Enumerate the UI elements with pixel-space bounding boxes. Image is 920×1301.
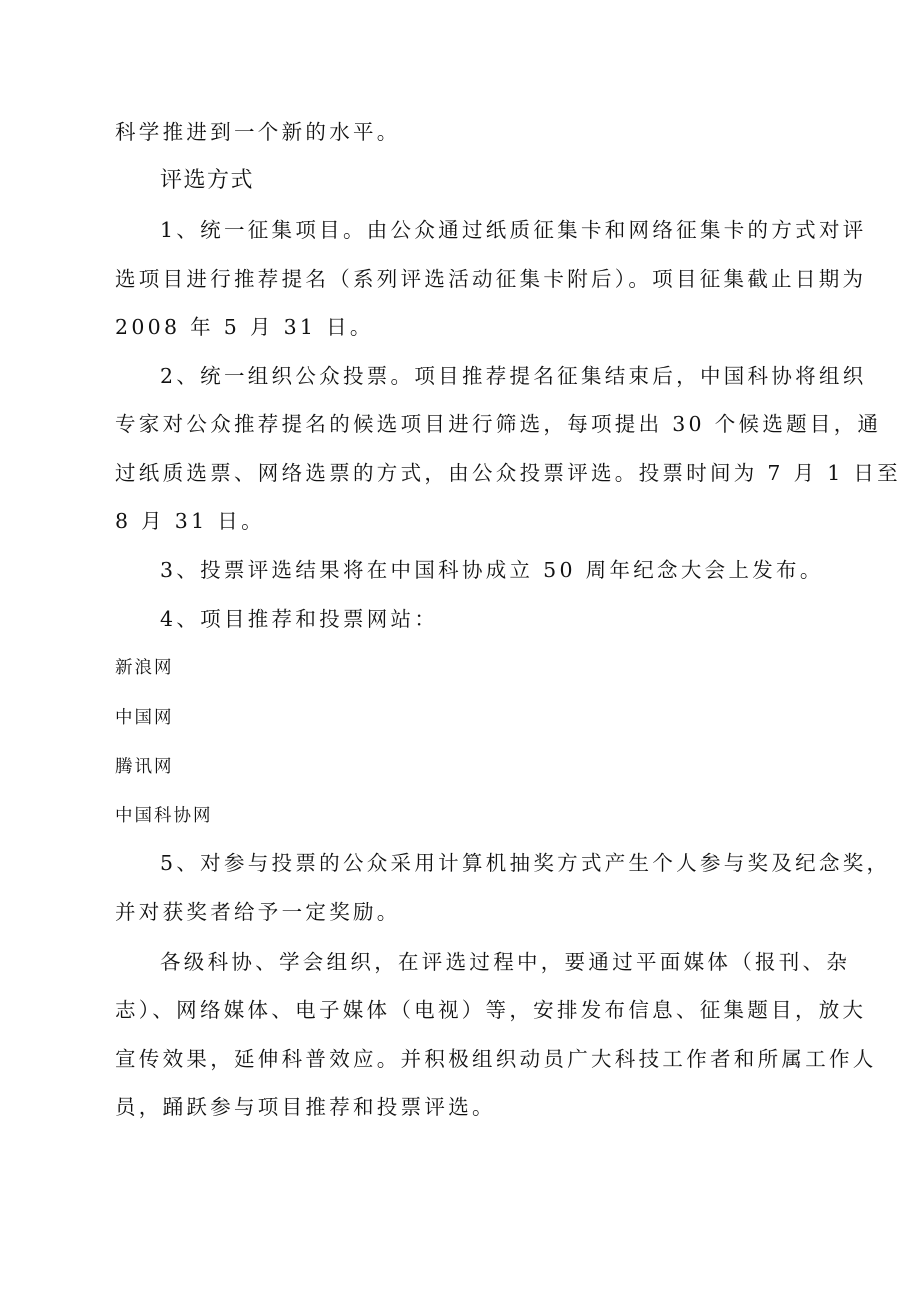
para6-line4: 员，踊跃参与项目推荐和投票评选。 (115, 1095, 496, 1119)
website-cast: 中国科协网 (115, 806, 213, 826)
para1-line1: 1、统一征集项目。由公众通过纸质征集卡和网络征集卡的方式对评 (160, 218, 867, 242)
para6-line1: 各级科协、学会组织，在评选过程中，要通过平面媒体（报刊、杂 (160, 950, 851, 974)
para4-text: 4、项目推荐和投票网站： (160, 607, 439, 631)
website-china: 中国网 (115, 708, 174, 728)
website-tencent: 腾讯网 (115, 757, 174, 777)
para2-line4: 8 月 31 日。 (115, 509, 265, 533)
para2-line2: 专家对公众推荐提名的候选项目进行筛选，每项提出 30 个候选题目，通 (115, 412, 882, 436)
para2-line3: 过纸质选票、网络选票的方式，由公众投票评选。投票时间为 7 月 1 日至 (115, 461, 901, 485)
section-heading: 评选方式 (160, 168, 255, 193)
para2-line1: 2、统一组织公众投票。项目推荐提名征集结束后，中国科协将组织 (160, 364, 867, 388)
para5-line1: 5、对参与投票的公众采用计算机抽奖方式产生个人参与奖及纪念奖， (160, 851, 891, 875)
intro-tail-text: 科学推进到一个新的水平。 (115, 120, 401, 144)
para1-line3: 2008 年 5 月 31 日。 (115, 315, 374, 339)
para6-line2: 志）、网络媒体、电子媒体（电视）等，安排发布信息、征集题目，放大 (115, 998, 867, 1022)
para3-text: 3、投票评选结果将在中国科协成立 50 周年纪念大会上发布。 (160, 558, 824, 582)
para5-line2: 并对获奖者给予一定奖励。 (115, 900, 401, 924)
para6-line3: 宣传效果，延伸科普效应。并积极组织动员广大科技工作者和所属工作人 (115, 1047, 877, 1071)
website-sina: 新浪网 (115, 658, 174, 678)
para1-line2: 选项目进行推荐提名（系列评选活动征集卡附后）。项目征集截止日期为 (115, 267, 867, 291)
